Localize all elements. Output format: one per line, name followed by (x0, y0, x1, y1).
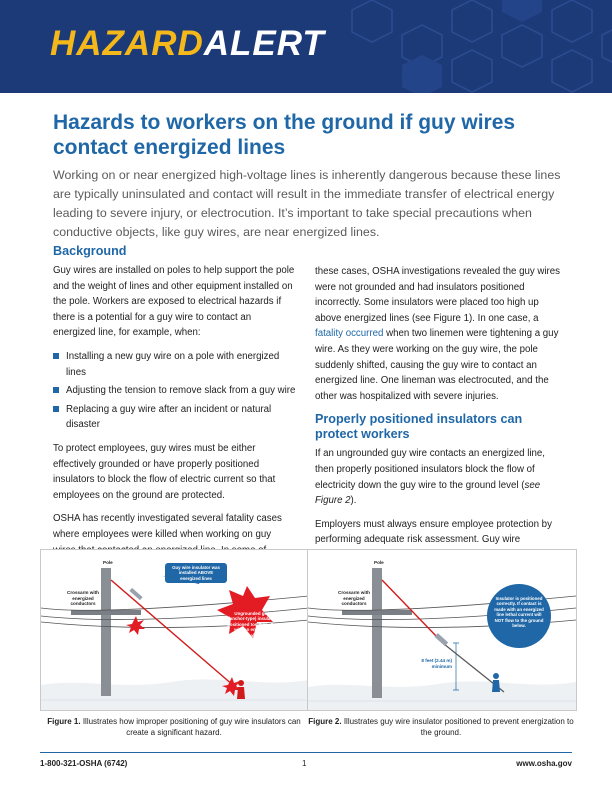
intro-paragraph: Working on or near energized high-voltage lines is inherently dangerous because these lines are typically uninsulated and contact will result in the immediate transfer of electrical energy leading to severe injury, or electrocution. It’s important to take special precautions when conductive objects, like guy wires, are near energized lines. (53, 168, 561, 239)
hexagon-pattern-icon (312, 0, 612, 93)
worker-icon (238, 680, 244, 686)
figure-1-caption (40, 716, 308, 738)
crossarm-label: Crossarm with energized conductors (338, 590, 370, 607)
fatality-link[interactable]: fatality occurred (315, 328, 384, 340)
insulators-paragraph-1 (315, 446, 560, 508)
caption-text: Illustrates how improper positioning of guy wire insulators can create a significant hazard. (80, 717, 301, 737)
left-column (53, 244, 296, 566)
footer-phone: 1-800-321-OSHA (6742) (40, 759, 128, 768)
banner-title (50, 26, 325, 61)
insulator-note: Guy wire insulator was installed ABOVE energized lines (165, 563, 227, 583)
background-paragraph-2: To protect employees, guy wires must be either effectively grounded or have properly positioned insulators to block the flow of electric current so that employees on the ground are protected. (53, 442, 276, 501)
spark-icon (126, 616, 145, 635)
pole-label: Pole (103, 560, 113, 565)
insulators-heading: Properly positioned insulators can protect workers (315, 412, 523, 442)
caption-text: Illustrates guy wire insulator positioned to prevent energization to the ground. (341, 717, 574, 737)
figure-2-drawing (308, 550, 576, 710)
worker-body (237, 687, 245, 699)
hazard-bullet-list (53, 349, 296, 433)
background-paragraph-4 (315, 264, 560, 404)
figure-2-illustration (307, 549, 577, 711)
crossarm (71, 610, 141, 615)
background-paragraph-3: OSHA has recently investigated several fatality cases where employees were killed when working on guy (53, 513, 282, 540)
banner-word-hazard: HAZARD (50, 24, 204, 63)
crossarm-label: Crossarm with energized conductors (67, 590, 99, 607)
paragraph-text: when two linemen were tightening a guy wire. As they were working on the guy wire, the pole suddenly shifted, causing the guy wire to contact an energized line. One lineman was electrocuted, and the other was hospitalized with severe injuries. (315, 328, 559, 402)
list-item: Replacing a guy wire after an incident or natural disaster (53, 402, 296, 433)
utility-pole (372, 568, 382, 698)
banner-word-alert: ALERT (203, 24, 325, 63)
insulators-paragraph-2: Employers must always ensure employee protection by performing adequate risk assessment. Guy wire (315, 518, 552, 546)
footer-divider (40, 752, 572, 753)
list-item: Adjusting the tension to remove slack from a guy wire (53, 383, 296, 399)
warning-text: Ungrounded guy wire (anchor-type) insulator was positioned too high. Contact with an energized line allows lethal current flow to the ground below. (227, 611, 287, 644)
page-number: 1 (302, 759, 307, 768)
worker-icon (493, 673, 499, 679)
paragraph-text: ). (350, 495, 357, 507)
utility-pole (101, 568, 111, 696)
list-item: Installing a new guy wire on a pole with energized lines (53, 349, 296, 380)
figure-1-illustration (40, 549, 310, 711)
figure-reference: see Figure 2 (315, 479, 541, 507)
figure-2-caption (307, 716, 575, 738)
paragraph-text: these cases, OSHA investigations revealed the guy wires were not grounded and had insulators positioned incorrectly. Some insulators were placed too high up above energized lines (see Figure 1). In one case, a (315, 266, 561, 324)
caption-label: Figure 1. (47, 717, 81, 726)
page-title: Hazards to workers on the ground if guy wires contact energized lines (53, 111, 516, 159)
background-paragraph-1: Guy wires are installed on poles to help support the pole and the weight of lines and other equipment installed on the pole. Workers are exposed to electrical hazards if there is a potential for a guy wire to contact an energized line, for example, when: (53, 265, 295, 339)
footer-website-link[interactable]: www.osha.gov (516, 759, 572, 768)
pole-label: Pole (374, 560, 384, 565)
insulator-icon (434, 633, 448, 646)
guy-wire-energized (382, 580, 438, 638)
hazard-alert-banner (0, 0, 612, 93)
insulator-note: Insulator is positioned correctly. If contact is made with an energized line lethal current will NOT flow to the ground below. (494, 596, 544, 629)
background-heading: Background (53, 244, 127, 258)
paragraph-text: If an ungrounded guy wire contacts an energized line, then properly positioned insulators block the flow of electricity down the guy wire to the ground level ( (315, 448, 545, 491)
guy-wire (111, 580, 241, 692)
worker-body (492, 680, 500, 692)
caption-label: Figure 2. (308, 717, 342, 726)
distance-label: 8 feet (2.44 m) minimum (421, 658, 452, 669)
right-column (315, 264, 560, 572)
crossarm (342, 610, 412, 615)
